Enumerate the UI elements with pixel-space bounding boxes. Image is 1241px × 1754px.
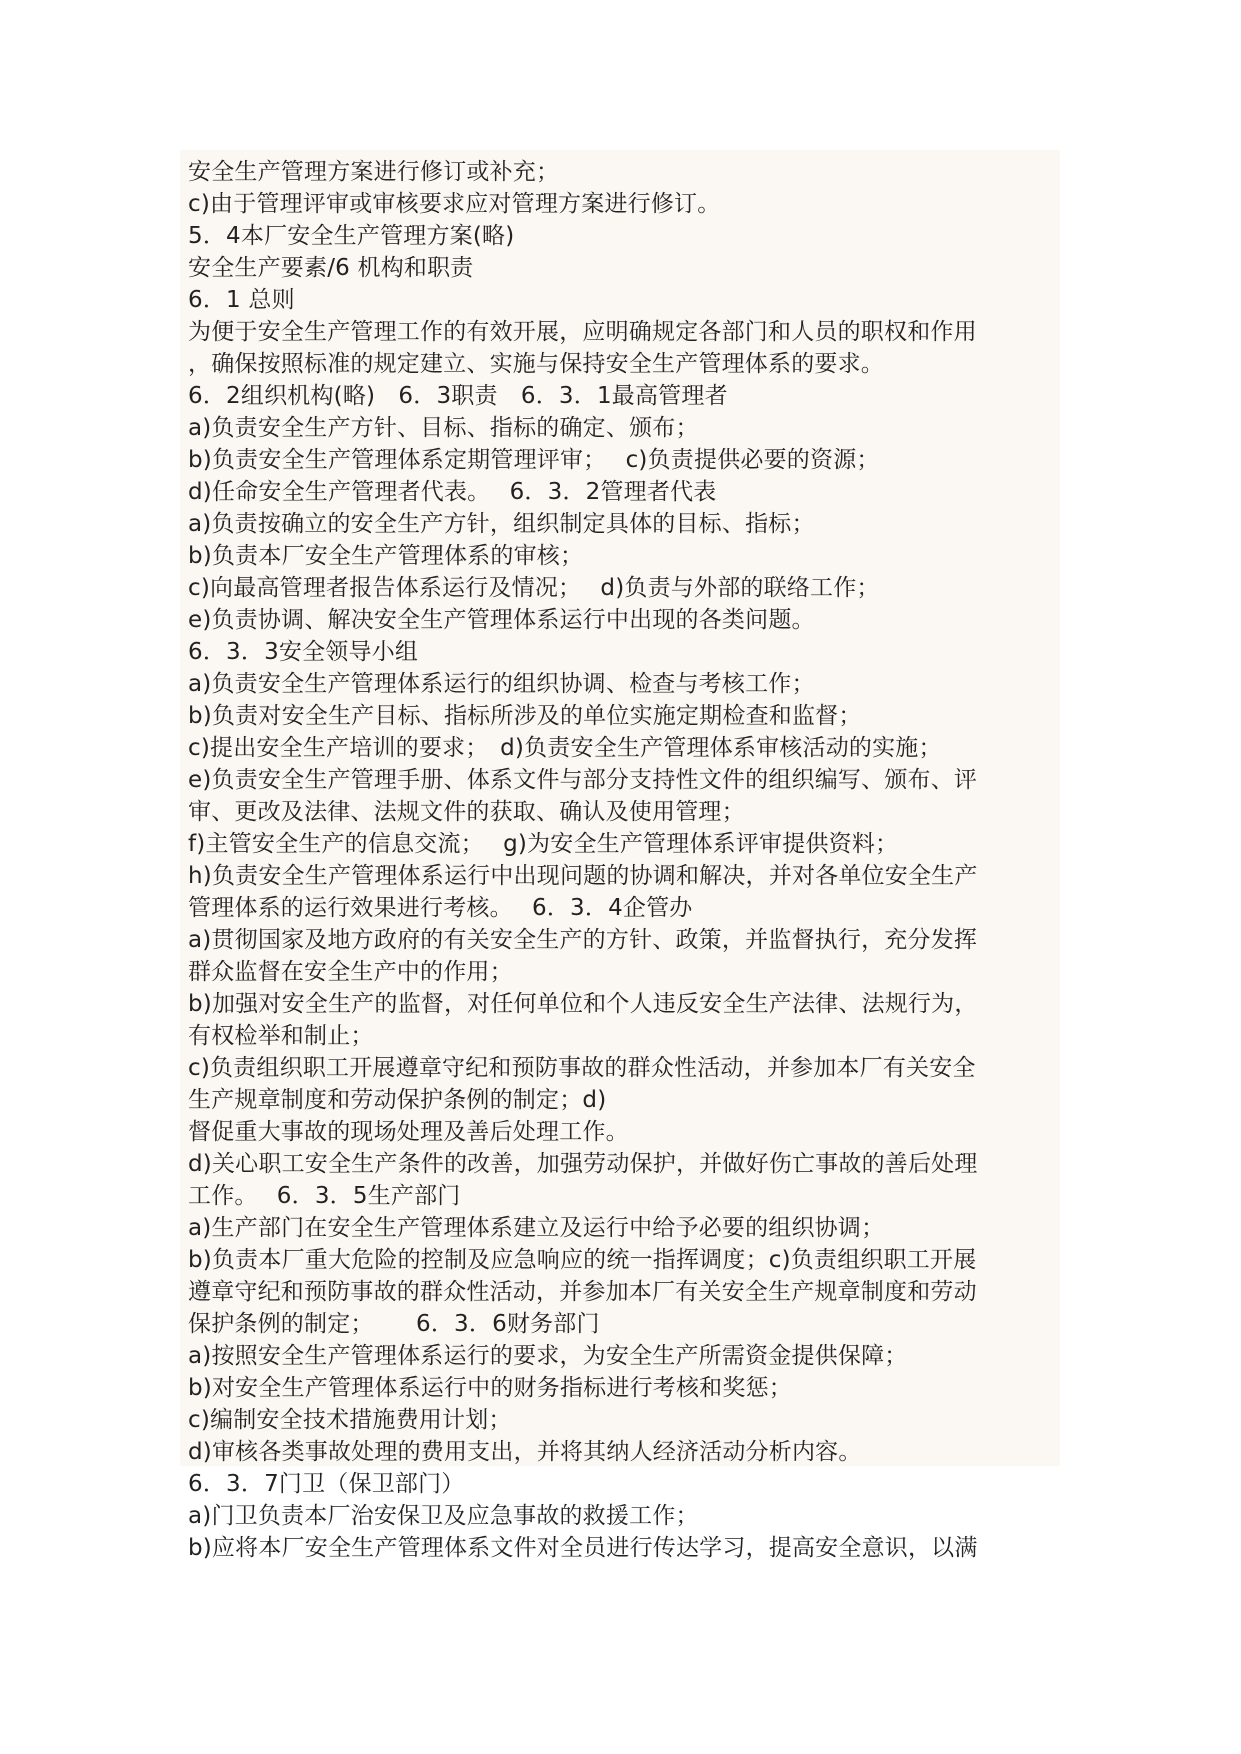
document-body	[188, 156, 1056, 1564]
section-heading: 5．4本厂安全生产管理方案(略)	[188, 223, 515, 249]
text-line: b)负责本厂安全生产管理体系的审核；	[188, 543, 584, 569]
section-heading: 安全生产要素/6 机构和职责	[188, 255, 474, 281]
text-line: 安全生产管理方案进行修订或补充；	[188, 159, 560, 185]
document-page	[180, 150, 1060, 1561]
text-line: e)负责安全生产管理手册、体系文件与部分支持性文件的组织编写、颁布、评	[188, 767, 978, 793]
section-heading: 6．3．3安全领导小组	[188, 639, 419, 665]
text-line: 群众监督在安全生产中的作用；	[188, 959, 513, 985]
text-line: b)对安全生产管理体系运行中的财务指标进行考核和奖惩；	[188, 1375, 792, 1401]
text-line: b)负责对安全生产目标、指标所涉及的单位实施定期检查和监督；	[188, 703, 862, 729]
text-line: c)由于管理评审或审核要求应对管理方案进行修订。	[188, 191, 721, 217]
text-line: 为便于安全生产管理工作的有效开展，应明确规定各部门和人员的职权和作用	[188, 319, 977, 345]
text-line: a)门卫负责本厂治安保卫及应急事故的救援工作；	[188, 1503, 699, 1529]
text-line: a)负责按确立的安全生产方针，组织制定具体的目标、指标；	[188, 511, 815, 537]
text-line: h)负责安全生产管理体系运行中出现问题的协调和解决，并对各单位安全生产	[188, 863, 978, 889]
text-line: a)负责安全生产管理体系运行的组织协调、检查与考核工作；	[188, 671, 815, 697]
text-line: c)编制安全技术措施费用计划；	[188, 1407, 512, 1433]
text-line: a)按照安全生产管理体系运行的要求，为安全生产所需资金提供保障；	[188, 1343, 908, 1369]
text-line: c)提出安全生产培训的要求； d)负责安全生产管理体系审核活动的实施；	[188, 735, 942, 761]
text-line: b)负责安全生产管理体系定期管理评审； c)负责提供必要的资源；	[188, 447, 880, 473]
text-line: b)应将本厂安全生产管理体系文件对全员进行传达学习，提高安全意识，以满	[188, 1535, 978, 1561]
text-line: d)关心职工安全生产条件的改善，加强劳动保护，并做好伤亡事故的善后处理	[188, 1151, 978, 1177]
section-heading: 6．2组织机构(略) 6．3职责 6．3．1最高管理者	[188, 383, 728, 409]
text-line: ，确保按照标准的规定建立、实施与保持安全生产管理体系的要求。	[188, 351, 884, 377]
text-line: 督促重大事故的现场处理及善后处理工作。	[188, 1119, 629, 1145]
text-line: a)贯彻国家及地方政府的有关安全生产的方针、政策，并监督执行，充分发挥	[188, 927, 978, 953]
text-line: c)负责组织职工开展遵章守纪和预防事故的群众性活动，并参加本厂有关安全	[188, 1055, 976, 1081]
section-heading: 6．3．7门卫（保卫部门）	[188, 1471, 465, 1497]
text-line: a)负责安全生产方针、目标、指标的确定、颁布；	[188, 415, 699, 441]
text-line: f)主管安全生产的信息交流； g)为安全生产管理体系评审提供资料；	[188, 831, 899, 857]
text-line: e)负责协调、解决安全生产管理体系运行中出现的各类问题。	[188, 607, 815, 633]
text-line: 有权检举和制止；	[188, 1023, 374, 1049]
text-line: 保护条例的制定； 6．3．6财务部门	[188, 1311, 600, 1337]
text-line: d)审核各类事故处理的费用支出，并将其纳人经济活动分析内容。	[188, 1439, 862, 1465]
text-line: 审、更改及法律、法规文件的获取、确认及使用管理；	[188, 799, 745, 825]
text-line: c)向最高管理者报告体系运行及情况； d)负责与外部的联络工作；	[188, 575, 880, 601]
text-line: b)负责本厂重大危险的控制及应急响应的统一指挥调度；c)负责组织职工开展	[188, 1247, 977, 1273]
text-line: 遵章守纪和预防事故的群众性活动，并参加本厂有关安全生产规章制度和劳动	[188, 1279, 977, 1305]
text-line: a)生产部门在安全生产管理体系建立及运行中给予必要的组织协调；	[188, 1215, 885, 1241]
text-line: 管理体系的运行效果进行考核。 6．3．4企管办	[188, 895, 693, 921]
section-heading: 6．1 总则	[188, 287, 295, 313]
text-line: d)任命安全生产管理者代表。 6．3．2管理者代表	[188, 479, 717, 505]
text-line: 工作。 6．3．5生产部门	[188, 1183, 461, 1209]
text-line: 生产规章制度和劳动保护条例的制定；d)	[188, 1087, 607, 1113]
text-line: b)加强对安全生产的监督，对任何单位和个人违反安全生产法律、法规行为，	[188, 991, 978, 1017]
